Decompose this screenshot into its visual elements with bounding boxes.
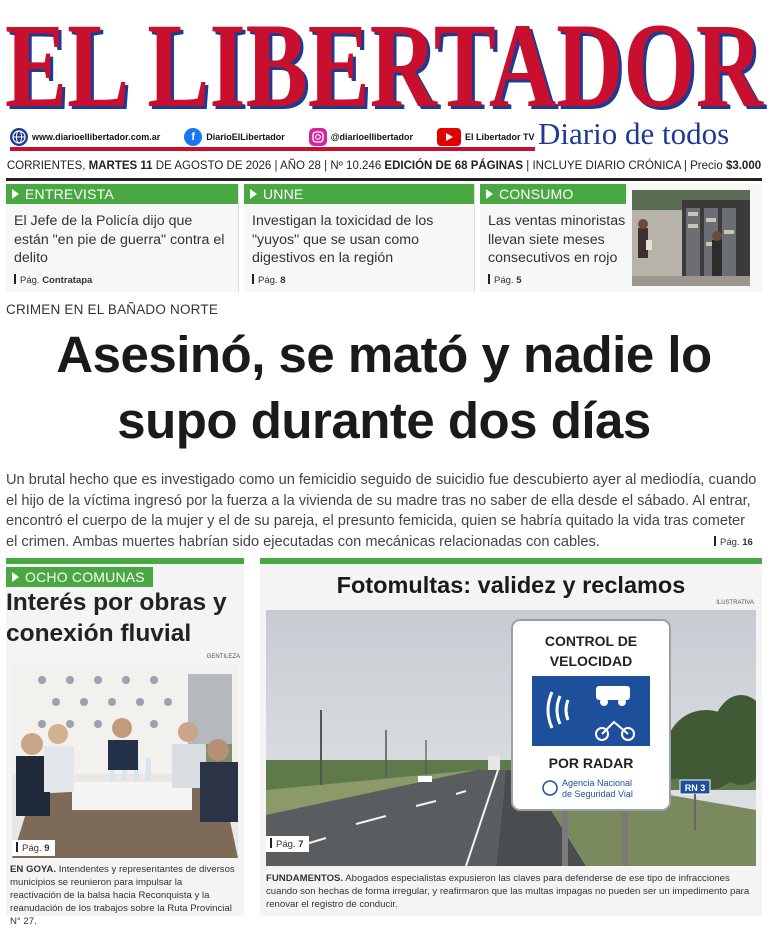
teaser-section-tag: ENTREVISTA	[6, 184, 238, 204]
right-story-page-ref: Pág. 7	[266, 836, 309, 852]
dateline-rule	[6, 178, 762, 181]
route-sign: RN 3	[684, 783, 706, 793]
photo-credit: GENTILEZA	[206, 654, 240, 660]
teaser-text: Investigan la toxicidad de los "yuyos" que se usan como digestivos en la región	[252, 213, 434, 266]
meeting-photo	[12, 664, 238, 858]
teaser-page-ref: Pág. 8	[252, 274, 285, 286]
instagram-link[interactable]	[309, 128, 413, 146]
dateline-edition: EDICIÓN DE 68 PÁGINAS	[384, 160, 524, 172]
right-caption-lead: FUNDAMENTOS.	[266, 873, 344, 884]
triangle-icon	[12, 572, 19, 582]
globe-icon	[10, 128, 28, 146]
left-story-caption: EN GOYA. Intendentes y representantes de diversos municipios se reunieron para impulsar la reactivación de la balsa hacia Reconquista y la reanudación de los trabajos sobre la Ruta Provincial N° 27.	[10, 864, 235, 927]
triangle-icon	[12, 189, 19, 199]
left-caption-lead: EN GOYA.	[10, 864, 57, 875]
sign-agency-2: de Seguridad Vial	[562, 789, 633, 799]
teaser-consumo[interactable]	[480, 184, 762, 292]
left-story-title: Interés por obras y conexión fluvial	[6, 589, 227, 647]
teaser-section-tag: CONSUMO	[480, 184, 626, 204]
left-story-page-ref: Pág. 9	[12, 840, 55, 856]
left-story-section-tag: OCHO COMUNAS	[6, 567, 153, 587]
speed-camera-photo	[266, 610, 756, 866]
sign-bottom: POR RADAR	[548, 755, 634, 771]
instagram-icon	[309, 128, 327, 146]
dateline-year: AÑO 28	[280, 160, 321, 172]
right-story-caption: FUNDAMENTOS. Abogados especialistas expusieron las claves para defenderse de ese tipo de infracciones cuando son hechas de forma irregular, y reafirmaron que las multas impagas no pueden ser un impedimento para renovar el registro de conducir.	[266, 873, 750, 910]
photo-credit: ILUSTRATIVA	[716, 600, 754, 606]
teaser-text: Las ventas minoristas llevan siete meses consecutivos en rojo	[488, 213, 626, 266]
youtube-link[interactable]	[437, 128, 535, 146]
main-story-summary: Un brutal hecho que es investigado como un femicidio seguido de suicidio fue descubierto ayer al mediodía, cuando el hijo de la víctima ingresó por la fuerza a la vivienda de su madre tras no saber de ella desde el sábado. Al entrar, encontró el cuerpo de la mujer y el de su pareja, el presunto femicida, quien se habría quitado la vida tras cometer el crimen. Ambas muertes habrían sido ejecutadas con mecánicas relacionadas con cables.	[6, 472, 757, 550]
sign-line-2: VELOCIDAD	[549, 653, 633, 669]
green-top-bar	[6, 558, 244, 564]
dateline-city: CORRIENTES,	[6, 160, 86, 172]
teaser-page-ref: Pág. 5	[488, 274, 521, 286]
teaser-page-ref: Pág. Contratapa	[14, 274, 92, 286]
left-story[interactable]	[6, 558, 244, 927]
triangle-icon	[486, 189, 493, 199]
main-story-page-ref: Pág. 16	[714, 536, 753, 548]
masthead-red-rule	[10, 147, 535, 151]
facebook-icon: f	[184, 128, 202, 146]
teaser-section-tag: UNNE	[244, 184, 474, 204]
headline-line-1: Asesinó, se mató y nadie lo	[56, 326, 712, 383]
facebook-label: DiarioElLibertador	[206, 132, 285, 142]
masthead-title: EL LIBERTADOR	[5, 0, 765, 118]
main-headline[interactable]	[0, 322, 768, 454]
sign-agency-1: Agencia Nacional	[562, 778, 633, 788]
teaser-text: El Jefe de la Policía dijo que están "en pie de guerra" contra el delito	[14, 213, 225, 266]
youtube-icon	[437, 128, 461, 146]
masthead-logo	[0, 0, 768, 118]
green-top-bar	[260, 558, 762, 564]
facebook-link[interactable]	[184, 128, 285, 146]
dateline: CORRIENTES, MARTES 11 DE AGOSTO DE 2026 | AÑO 28 | Nº 10.246 EDICIÓN DE 68 PÁGINAS | INCLUYE DIARIO CRÓNICA | Precio $3.000	[6, 160, 762, 172]
masthead-tagline: Diario de todos	[538, 116, 730, 151]
instagram-label: @diarioellibertador	[330, 132, 414, 142]
dateline-number: Nº 10.246	[330, 160, 382, 172]
right-story[interactable]	[260, 558, 762, 916]
teaser-unne[interactable]	[244, 184, 475, 292]
main-story-kicker: CRIMEN EN EL BAÑADO NORTE	[6, 302, 219, 317]
dateline-price-label: Precio	[690, 160, 723, 172]
masthead-shadow: EL LIBERTADOR	[8, 2, 768, 118]
sign-line-1: CONTROL DE	[544, 633, 638, 649]
website-link[interactable]	[10, 128, 160, 146]
youtube-label: El Libertador TV	[465, 132, 535, 142]
dateline-includes: INCLUYE DIARIO CRÓNICA	[532, 160, 681, 172]
dateline-price: $3.000	[725, 160, 762, 172]
website-label: www.diarioellibertador.com.ar	[32, 132, 161, 142]
dateline-date-rest: DE AGOSTO DE 2026	[155, 160, 272, 172]
triangle-icon	[250, 189, 257, 199]
teaser-entrevista[interactable]	[6, 184, 239, 292]
dateline-date: MARTES 11	[88, 160, 153, 172]
right-story-title: Fotomultas: validez y reclamos	[336, 572, 686, 598]
store-photo	[632, 190, 750, 286]
headline-line-2: supo durante dos días	[117, 392, 651, 449]
